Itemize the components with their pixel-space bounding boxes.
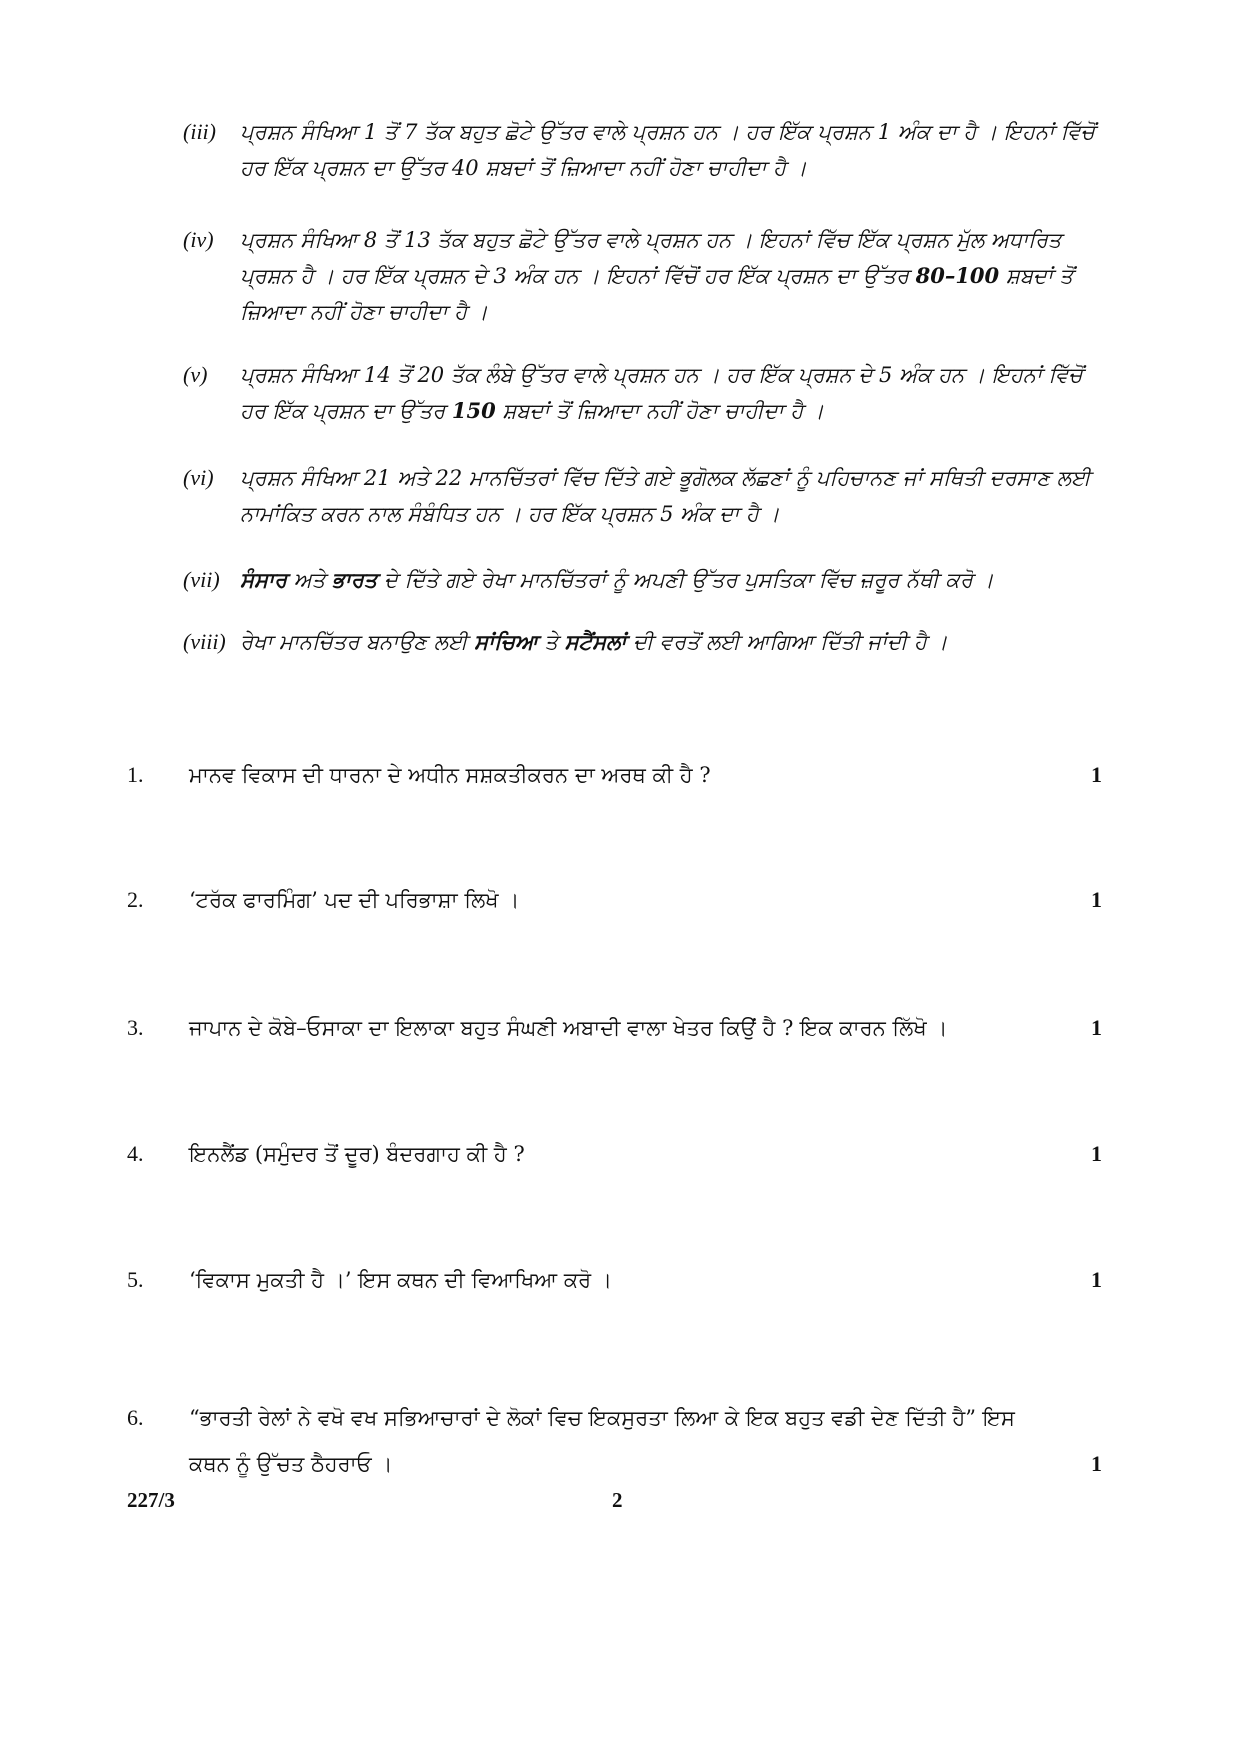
- instruction-text-bold: ਸਾਂਚਿਆ: [474, 629, 538, 654]
- instruction-number: (vi): [183, 465, 214, 490]
- question-number: 5.: [127, 1267, 144, 1292]
- question-item: [127, 877, 1112, 923]
- question-text: ਇਨਲੈਂਡ (ਸਮੁੰਦਰ ਤੋਂ ਦੂਰ) ਬੰਦਰਗਾਹ ਕੀ ਹੈ ?: [189, 1142, 525, 1166]
- instruction-item: [183, 357, 1113, 429]
- instruction-text-part: ਪ੍ਰਸ਼ਨ ਸੰਖਿਆ 8 ਤੋਂ 13 ਤੱਕ ਬਹੁਤ ਛੋਟੇ ਉੱਤਰ ਵਾਲੇ ਪ੍ਰਸ਼ਨ ਹਨ । ਇਹਨਾਂ ਵਿੱਚ ਇੱਕ ਪ੍ਰਸ਼ਨ ਮੁੱਲ ਅਧਾਰਿਤ ਪ੍ਰਸ਼ਨ ਹੈ । ਹਰ ਇੱਕ ਪ੍ਰਸ਼ਨ ਦੇ 3 ਅੰਕ ਹਨ । ਇਹਨਾਂ ਵਿੱਚੋਂ ਹਰ ਇੱਕ ਪ੍ਰਸ਼ਨ ਦਾ ਉੱਤਰ: [240, 228, 1062, 288]
- instruction-text-part: ਪ੍ਰਸ਼ਨ ਸੰਖਿਆ 1 ਤੋਂ 7 ਤੱਕ ਬਹੁਤ ਛੋਟੇ ਉੱਤਰ ਵਾਲੇ ਪ੍ਰਸ਼ਨ ਹਨ । ਹਰ ਇੱਕ ਪ੍ਰਸ਼ਨ 1 ਅੰਕ ਦਾ ਹੈ । ਇਹਨਾਂ ਵਿੱਚੋਂ ਹਰ ਇੱਕ ਪ੍ਰਸ਼ਨ ਦਾ ਉੱਤਰ 40 ਸ਼ਬਦਾਂ ਤੋਂ ਜ਼ਿਆਦਾ ਨਹੀਂ ਹੋਣਾ ਚਾਹੀਦਾ ਹੈ ।: [240, 120, 1095, 180]
- instruction-item: [183, 460, 1113, 532]
- question-number: 3.: [127, 1015, 144, 1040]
- instruction-text-bold: 150: [451, 398, 496, 423]
- instruction-text: [240, 222, 1113, 330]
- instruction-text-part: ਸ਼ਬਦਾਂ ਤੋਂ ਜ਼ਿਆਦਾ ਨਹੀਂ ਹੋਣਾ ਚਾਹੀਦਾ ਹੈ ।: [495, 399, 824, 423]
- instruction-text-bold: ਸੰਸਾਰ: [240, 567, 287, 592]
- instruction-text-part: ਪ੍ਰਸ਼ਨ ਸੰਖਿਆ 14 ਤੋਂ 20 ਤੱਕ ਲੰਬੇ ਉੱਤਰ ਵਾਲੇ ਪ੍ਰਸ਼ਨ ਹਨ । ਹਰ ਇੱਕ ਪ੍ਰਸ਼ਨ ਦੇ 5 ਅੰਕ ਹਨ । ਇਹਨਾਂ ਵਿੱਚੋਂ ਹਰ ਇੱਕ ਪ੍ਰਸ਼ਨ ਦਾ ਉੱਤਰ: [240, 363, 1083, 423]
- instruction-text-part: ਦੇ ਦਿੱਤੇ ਗਏ ਰੇਖਾ ਮਾਨਚਿੱਤਰਾਂ ਨੂੰ ਅਪਣੀ ਉੱਤਰ ਪੁਸਤਿਕਾ ਵਿੱਚ ਜ਼ਰੂਰ ਨੱਥੀ ਕਰੋ ।: [377, 568, 994, 592]
- question-text: ‘ਵਿਕਾਸ ਮੁਕਤੀ ਹੈ ।’ ਇਸ ਕਥਨ ਦੀ ਵਿਆਖਿਆ ਕਰੋ ।: [189, 1268, 612, 1292]
- instruction-text-bold: ਸਟੈਂਸਲਾਂ: [564, 629, 627, 654]
- question-text: ਮਾਨਵ ਵਿਕਾਸ ਦੀ ਧਾਰਨਾ ਦੇ ਅਧੀਨ ਸਸ਼ਕਤੀਕਰਨ ਦਾ ਅਰਥ ਕੀ ਹੈ ?: [189, 763, 711, 787]
- question-marks: 1: [1091, 1015, 1102, 1040]
- instruction-item: [183, 222, 1113, 330]
- question-number: 4.: [127, 1141, 144, 1166]
- instruction-number: (iv): [183, 227, 214, 252]
- instruction-item: [183, 562, 1113, 598]
- question-text: ਜਾਪਾਨ ਦੇ ਕੋਬੇ–ਓਸਾਕਾ ਦਾ ਇਲਾਕਾ ਬਹੁਤ ਸੰਘਣੀ ਅਬਾਦੀ ਵਾਲਾ ਖੇਤਰ ਕਿਉਂ ਹੈ ? ਇਕ ਕਾਰਨ ਲਿੱਖੋ ।: [189, 1016, 948, 1040]
- instruction-number: (vii): [183, 567, 220, 592]
- question-item: [127, 1005, 1112, 1051]
- paper-code: 227/3: [127, 1488, 175, 1512]
- question-item: [127, 1131, 1112, 1177]
- instruction-number: (v): [183, 362, 208, 387]
- instruction-text-part: ਸ਼ਬਦਾਂ ਤੋਂ ਜ਼ਿਆਦਾ ਨਹੀਂ ਹੋਣਾ ਚਾਹੀਦਾ ਹੈ ।: [240, 264, 1073, 324]
- instruction-text-part: ਅਤੇ: [287, 568, 332, 592]
- question-text: ‘ਟਰੱਕ ਫਾਰਮਿੰਗ’ ਪਦ ਦੀ ਪਰਿਭਾਸ਼ਾ ਲਿਖੋ ।: [189, 888, 520, 912]
- question-marks: 1: [1091, 762, 1102, 787]
- instruction-text-part: ਤੇ: [537, 630, 565, 654]
- instruction-text-part: ਰੇਖਾ ਮਾਨਚਿੱਤਰ ਬਨਾਉਣ ਲਈ: [240, 630, 475, 654]
- instruction-text: [240, 562, 1113, 598]
- instruction-text-bold: ਭਾਰਤ: [331, 567, 378, 592]
- question-marks: 1: [1091, 887, 1102, 912]
- instruction-text-part: ਦੀ ਵਰਤੋਂ ਲਈ ਆਗਿਆ ਦਿੱਤੀ ਜਾਂਦੀ ਹੈ ।: [626, 630, 948, 654]
- instruction-text-part: ਪ੍ਰਸ਼ਨ ਸੰਖਿਆ 21 ਅਤੇ 22 ਮਾਨਚਿੱਤਰਾਂ ਵਿੱਚ ਦਿੱਤੇ ਗਏ ਭੂਗੋਲਕ ਲੱਛਣਾਂ ਨੂੰ ਪਹਿਚਾਨਣ ਜਾਂ ਸਥਿਤੀ ਦਰਸਾਣ ਲਈ ਨਾਮਾਂਕਿਤ ਕਰਨ ਨਾਲ ਸੰਬੰਧਿਤ ਹਨ । ਹਰ ਇੱਕ ਪ੍ਰਸ਼ਨ 5 ਅੰਕ ਦਾ ਹੈ ।: [240, 466, 1091, 526]
- instruction-text: [240, 114, 1113, 186]
- instruction-item: [183, 624, 1113, 660]
- question-marks: 1: [1091, 1141, 1102, 1166]
- question-marks: 1: [1091, 1451, 1102, 1476]
- instruction-number: (iii): [183, 119, 216, 144]
- instruction-number: (viii): [183, 629, 226, 654]
- instruction-text-bold: 80–100: [915, 263, 1000, 288]
- question-number: 2.: [127, 887, 144, 912]
- instruction-item: [183, 114, 1113, 186]
- question-text: “ਭਾਰਤੀ ਰੇਲਾਂ ਨੇ ਵਖੋ ਵਖ ਸਭਿਆਚਾਰਾਂ ਦੇ ਲੋਕਾਂ ਵਿਚ ਇਕਸੁਰਤਾ ਲਿਆ ਕੇ ਇਕ ਬਹੁਤ ਵਡੀ ਦੇਣ ਦਿੱਤੀ ਹੈ” ਇਸ ਕਥਨ ਨੂੰ ਉੱਚਤ ਠੈਹਰਾਓ ।: [189, 1406, 1015, 1476]
- question-item: [127, 1257, 1112, 1303]
- instruction-text: [240, 357, 1113, 429]
- page-number: 2: [612, 1488, 623, 1512]
- question-number: 1.: [127, 762, 144, 787]
- question-item: [127, 1395, 1112, 1487]
- question-number: 6.: [127, 1405, 144, 1430]
- question-marks: 1: [1091, 1267, 1102, 1292]
- question-item: [127, 752, 1112, 798]
- instruction-text: [240, 460, 1113, 532]
- instruction-text: [240, 624, 1113, 660]
